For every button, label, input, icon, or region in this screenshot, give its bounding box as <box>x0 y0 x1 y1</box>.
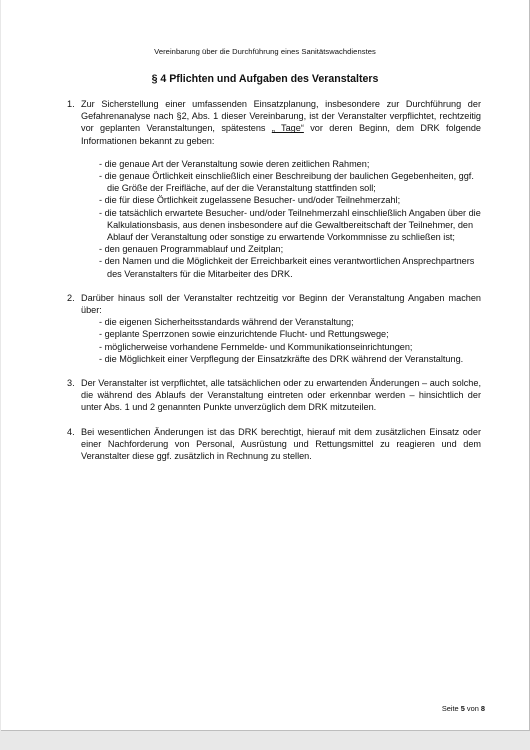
item-text: Darüber hinaus soll der Veranstalter rechtzeitig vor Beginn der Veranstaltung Angaben machen über: <box>81 292 481 316</box>
days-blank: „ Tage“ <box>271 123 304 134</box>
sub-list-item: - die für diese Örtlichkeit zugelassene Besucher- und/oder Teilnehmerzahl; <box>99 195 401 206</box>
sub-list-item: - die genaue Örtlichkeit einschließlich einer Beschreibung der baulichen Gegebenheiten, ggf. die Größe der Freifläche, auf der die Veranstaltung stattfinden soll; <box>99 171 474 194</box>
section-title: § 4 Pflichten und Aufgaben des Veranstalters <box>151 73 379 85</box>
sub-list-item: - die genaue Art der Veranstaltung sowie deren zeitlichen Rahmen; <box>99 158 370 169</box>
document-page <box>1 0 530 731</box>
list-item-4 <box>67 426 481 463</box>
item-number: 3. <box>67 378 75 389</box>
sub-list-item: - die tatsächlich erwartete Besucher- und/oder Teilnehmerzahl einschließlich Angaben über die Kalkulationsbasis, aus denen insbesondere auf die Gewaltbereitschaft der Teilnehmer, den Ablauf der Veranstaltung oder sonstige zu erwartende Vorkommnisse zu schließen ist; <box>99 207 481 243</box>
list-item-1 <box>67 98 481 280</box>
item-text: Der Veranstalter ist verpflichtet, alle tatsächlichen oder zu erwartenden Änderungen – auch solche, die während des Ablaufs der Veranstaltung eintreten oder erkennbar werden – hinsichtlich der unter Abs. 1 und 2 genannten Punkte unverzüglich dem DRK mitzuteilen. <box>81 378 481 413</box>
item-text: Bei wesentlichen Änderungen ist das DRK berechtigt, hierauf mit dem zusätzlichen Einsatz oder einer Nachforderung von Personal, Ausrüstung und Rettungsmittel zu reagieren und dem Veranstalter diese ggf. zusätzlich in Rechnung zu stellen. <box>81 426 481 462</box>
sub-list <box>99 158 481 280</box>
sub-list-item: - den Namen und die Möglichkeit der Erreichbarkeit eines verantwortlichen Ansprechpartners des Veranstalters für die Mitarbeiter des DRK. <box>99 256 475 279</box>
running-header: Vereinbarung über die Durchführung eines Sanitätswachdienstes <box>154 47 376 56</box>
sub-list-item: - möglicherweise vorhandene Fernmelde- und Kommunikationseinrichtungen; <box>99 341 413 352</box>
sub-list-item: - die Möglichkeit einer Verpflegung der Einsatzkräfte des DRK während der Veranstaltung. <box>99 353 464 364</box>
sub-list-item: - geplante Sperrzonen sowie einzurichtende Flucht- und Rettungswege; <box>99 329 389 340</box>
list-item-3 <box>67 377 481 414</box>
item-number: 1. <box>67 99 75 109</box>
item-text: Zur Sicherstellung einer umfassenden Einsatzplanung, insbesondere zur Durchführung der Gefahrenanalyse nach §2, Abs. 1 dieser Vereinbarung, ist der Veranstalter verpflichtet, rechtzeitig vor geplanten Veranstaltungen, spätestens „ Tage“ vor deren Beginn, dem DRK folgende Informationen bekannt zu geben: <box>81 99 482 146</box>
sub-list-item: - den genauen Programmablauf und Zeitplan; <box>99 244 284 255</box>
page-number: Seite 5 von 8 <box>441 704 485 713</box>
item-number: 4. <box>67 426 75 437</box>
item-number: 2. <box>67 292 75 303</box>
sub-list-item: - die eigenen Sicherheitsstandards während der Veranstaltung; <box>99 317 354 328</box>
list-item-2 <box>67 292 481 365</box>
sub-list <box>99 316 481 365</box>
section-body <box>67 98 481 474</box>
